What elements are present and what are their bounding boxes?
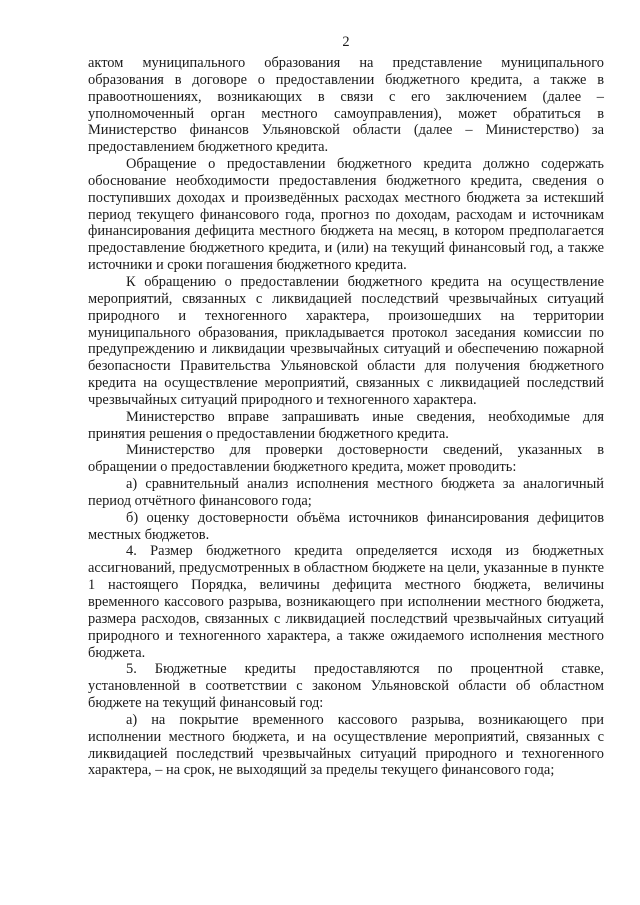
document-page <box>88 34 604 779</box>
page-number: 2 <box>342 34 350 50</box>
paragraph-authorized-body: актом муниципального образования на представление муниципального образования в договоре о предоставлении бюджетного кредита, а также в правоотношениях, возникающих в связи с его заключением (далее – уполномоченный орган местного самоуправления), может обратиться в Министерство финансов Ульяновской области (далее – Министерство) за предоставлением бюджетного кредита. <box>88 55 604 156</box>
paragraph-item-a-cash-gap: а) на покрытие временного кассового разрыва, возникающего при исполнении местного бюджета, и на осуществление мероприятий, связанных с ликвидацией последствий чрезвычайных ситуаций природного и техногенного характера, – на срок, не выходящий за пределы текущего финансового года; <box>88 711 604 779</box>
paragraph-emergency-protocol: К обращению о предоставлении бюджетного кредита на осуществление мероприятий, связанных с ликвидацией последствий чрезвычайных ситуаций природного и техногенного характера, произошедших на территории муниципального образования, прикладывается протокол заседания комиссии по предупреждению и ликвидации чрезвычайных ситуаций и обеспечению пожарной безопасности Правительства Ульяновской области для получения бюджетного кредита на осуществление мероприятий, связанных с ликвидацией последствий чрезвычайных ситуаций природного и техногенного характера. <box>88 273 604 408</box>
paragraph-application-content: Обращение о предоставлении бюджетного кредита должно содержать обоснование необходимости предоставления бюджетного кредита, сведения о поступивших доходах и произведённых расходах местного бюджета за истекший период текущего финансового года, прогноз по доходам, расходам и источникам финансирования дефицита местного бюджета на месяц, в котором предполагается предоставление бюджетного кредита, и (или) на текущий финансовый год, а также источники и сроки погашения бюджетного кредита. <box>88 156 604 274</box>
paragraph-item-a-analysis: а) сравнительный анализ исполнения местного бюджета за аналогичный период отчётного финансового года; <box>88 476 604 509</box>
paragraph-section-4-credit-size: 4. Размер бюджетного кредита определяется исходя из бюджетных ассигнований, предусмотренных в областном бюджете на цели, указанные в пункте 1 настоящего Порядка, величины дефицита местного бюджета, величины временного кассового разрыва, возникающего при исполнении местного бюджета, размера расходов, связанных с ликвидацией последствий чрезвычайных ситуаций природного и техногенного характера, а также ожидаемого исполнения местного бюджета. <box>88 543 604 661</box>
paragraph-section-5-interest-rate: 5. Бюджетные кредиты предоставляются по процентной ставке, установленной в соответствии с законом Ульяновской области об областном бюджете на текущий финансовый год: <box>88 661 604 712</box>
paragraph-ministry-requests: Министерство вправе запрашивать иные сведения, необходимые для принятия решения о предоставлении бюджетного кредита. <box>88 408 604 442</box>
paragraph-item-b-assessment: б) оценку достоверности объёма источников финансирования дефицитов местных бюджетов. <box>88 509 604 543</box>
paragraph-ministry-verification: Министерство для проверки достоверности сведений, указанных в обращении о предоставлении бюджетного кредита, может проводить: <box>88 442 604 476</box>
